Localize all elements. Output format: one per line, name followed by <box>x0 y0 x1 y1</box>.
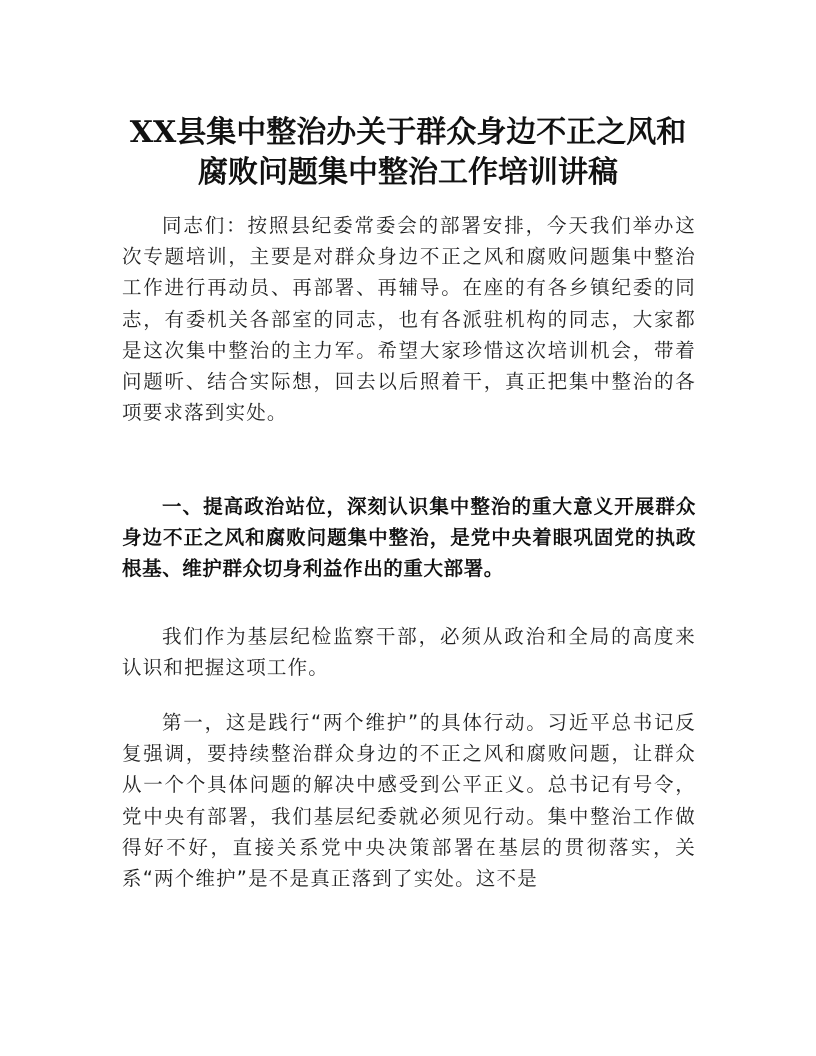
body-paragraph-3: 第一，这是践行“两个维护”的具体行动。习近平总书记反复强调，要持续整治群众身边的不正之风和腐败问题，让群众从一个个具体问题的解决中感受到公平正义。总书记有号令，党中央有部署，我们基层纪委就必须见行动。集中整治工作做得好不好，直接关系党中央决策部署在基层的贯彻落实，关系“两个维护”是不是真正落到了实处。这不是 <box>122 711 696 891</box>
section-heading-1: 一、提高政治站位，深刻认识集中整治的重大意义开展群众身边不正之风和腐败问题集中整治，是党中央着眼巩固党的执政根基、维护群众切身利益作出的重大部署。 <box>122 495 696 581</box>
document-title-line-2: 腐败问题集中整治工作培训讲稿 <box>198 155 618 190</box>
intro-paragraph: 同志们：按照县纪委常委会的部署安排，今天我们举办这次专题培训，主要是对群众身边不正之风和腐败问题集中整治工作进行再动员、再部署、再辅导。在座的有各乡镇纪委的同志，有委机关各部室的同志，也有各派驻机构的同志，大家都是这次集中整治的主力军。希望大家珍惜这次培训机会，带着问题听、结合实际想，回去以后照着干，真正把集中整治的各项要求落到实处。 <box>122 214 696 425</box>
document-title-line-1: XX县集中整治办关于群众身边不正之风和 <box>129 115 687 150</box>
body-paragraph-2: 我们作为基层纪检监察干部，必须从政治和全局的高度来认识和把握这项工作。 <box>122 625 696 680</box>
